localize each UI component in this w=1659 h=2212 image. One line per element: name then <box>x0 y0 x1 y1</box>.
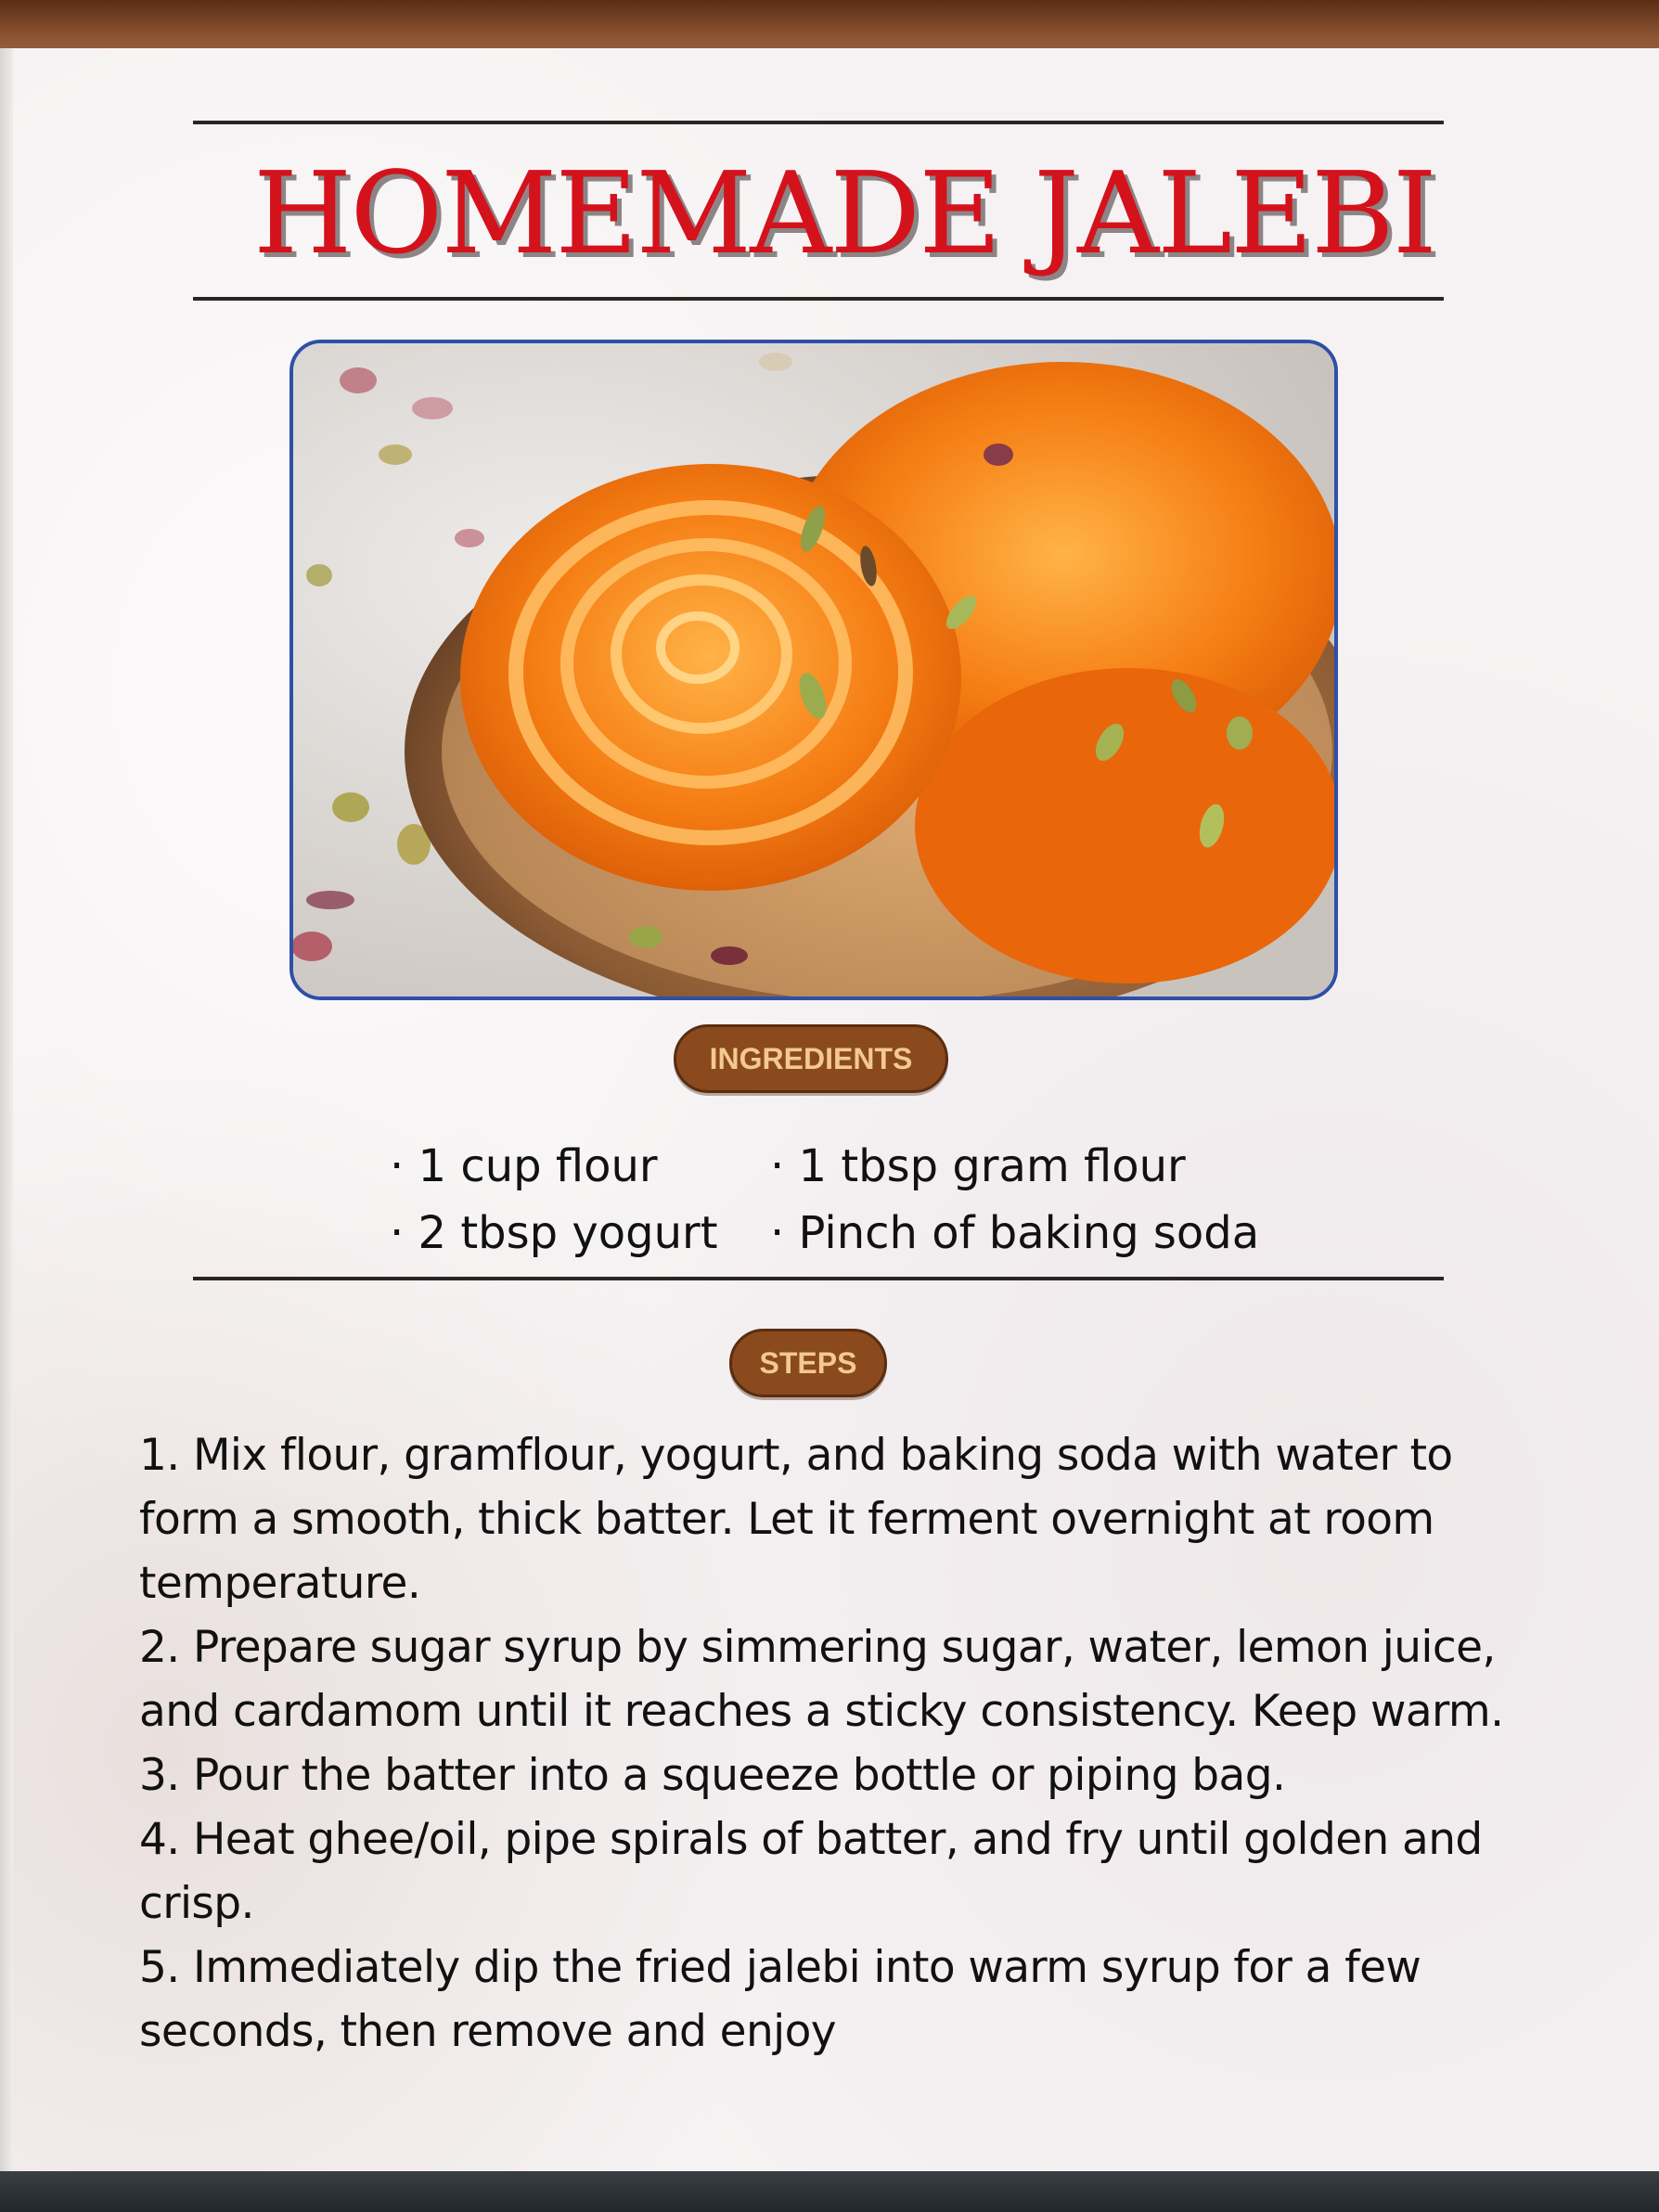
ingredients-heading: INGREDIENTS <box>674 1024 948 1093</box>
ingredients-bottom-rule <box>193 1277 1444 1280</box>
steps-list <box>139 1423 1531 2064</box>
ingredient-item: · Pinch of baking soda <box>770 1207 1260 1259</box>
steps-heading: STEPS <box>729 1329 887 1397</box>
step-item: 4. Heat ghee/oil, pipe spirals of batter, and fry until golden and crisp. <box>139 1814 1483 1929</box>
frame-bottom <box>0 2171 1659 2212</box>
title-top-rule <box>193 121 1444 124</box>
paper-edge <box>0 48 13 2175</box>
ingredient-item: · 1 tbsp gram flour <box>770 1140 1186 1192</box>
step-item: 1. Mix flour, gramflour, yogurt, and baking soda with water to form a smooth, thick batter. Let it ferment overnight at room temperature. <box>139 1430 1453 1609</box>
ingredient-item: · 2 tbsp yogurt <box>390 1207 718 1259</box>
title-bottom-rule <box>193 297 1444 301</box>
jalebi-photo-icon <box>293 343 1334 997</box>
step-item: 5. Immediately dip the fried jalebi into warm syrup for a few seconds, then remove and enjoy <box>139 1942 1421 2057</box>
ingredients-list <box>390 1134 1318 1273</box>
ingredient-item: · 1 cup flour <box>390 1140 658 1192</box>
recipe-title: HOMEMADE JALEBI <box>253 148 1435 279</box>
step-item: 2. Prepare sugar syrup by simmering sugar, water, lemon juice, and cardamom until it reaches a sticky consistency. Keep warm. <box>139 1622 1504 1737</box>
step-item: 3. Pour the batter into a squeeze bottle or piping bag. <box>139 1750 1286 1801</box>
jalebi-photo <box>289 340 1338 1000</box>
